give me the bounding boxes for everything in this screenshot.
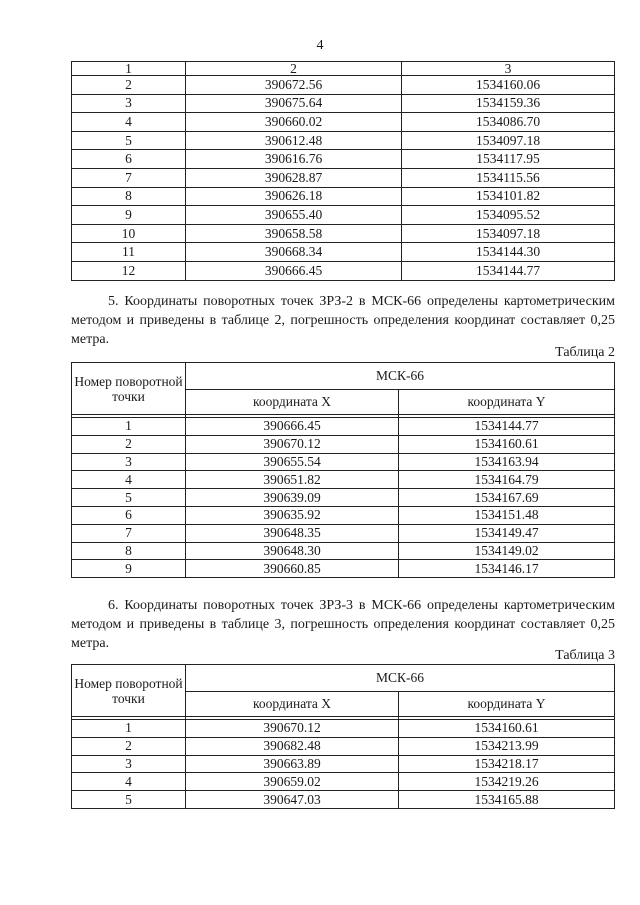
- table-header-row: [72, 62, 615, 76]
- y-coordinate-cell: 1534146.17: [399, 560, 615, 578]
- table-row: [72, 506, 615, 524]
- x-coordinate-cell: 390670.12: [186, 435, 399, 453]
- table-row: [72, 720, 615, 738]
- table-3-caption: Таблица 3: [555, 648, 615, 663]
- point-number-header: Номер поворотной точки: [72, 363, 186, 415]
- table-row: [72, 168, 615, 187]
- table-row: [72, 187, 615, 206]
- table-body: [72, 418, 615, 578]
- x-coordinate-cell: 390612.48: [186, 131, 402, 150]
- coordinate-system-header: МСК-66: [186, 665, 615, 692]
- point-number-cell: 2: [72, 435, 186, 453]
- y-coordinate-cell: 1534213.99: [399, 737, 615, 755]
- table-2-caption: Таблица 2: [555, 345, 615, 360]
- x-coordinate-cell: 390660.02: [186, 113, 402, 132]
- x-coordinate-cell: 390616.76: [186, 150, 402, 169]
- point-number-cell: 2: [72, 76, 186, 95]
- table-row: [72, 489, 615, 507]
- point-number-cell: 2: [72, 737, 186, 755]
- x-coordinate-cell: 390675.64: [186, 94, 402, 113]
- point-number-cell: 11: [72, 243, 186, 262]
- point-number-cell: 1: [72, 720, 186, 738]
- y-coordinate-cell: 1534086.70: [402, 113, 615, 132]
- x-coordinate-cell: 390670.12: [186, 720, 399, 738]
- x-coordinate-cell: 390668.34: [186, 243, 402, 262]
- table-row: [72, 542, 615, 560]
- x-coordinate-cell: 390655.54: [186, 453, 399, 471]
- x-coordinate-cell: 390660.85: [186, 560, 399, 578]
- point-number-cell: 7: [72, 524, 186, 542]
- header-cell: 3: [402, 62, 615, 76]
- y-coordinate-cell: 1534144.77: [402, 261, 615, 280]
- x-coordinate-cell: 390639.09: [186, 489, 399, 507]
- y-coordinate-cell: 1534149.47: [399, 524, 615, 542]
- y-coordinate-cell: 1534167.69: [399, 489, 615, 507]
- table-row: [72, 453, 615, 471]
- table-row: [72, 773, 615, 791]
- point-number-cell: 5: [72, 489, 186, 507]
- section-6-paragraph: 6. Координаты поворотных точек ЗРЗ-3 в МСК-66 определены картометрическим методом и приведены в таблице 3, погрешность определения координат составляет 0,25 метра.: [71, 598, 615, 651]
- x-coordinate-cell: 390628.87: [186, 168, 402, 187]
- table-header-row: [72, 665, 615, 692]
- point-number-cell: 6: [72, 506, 186, 524]
- table-row: [72, 206, 615, 225]
- table-row: [72, 524, 615, 542]
- y-coordinate-cell: 1534151.48: [399, 506, 615, 524]
- table-header-row: [72, 363, 615, 390]
- x-coordinate-cell: 390648.35: [186, 524, 399, 542]
- point-number-cell: 9: [72, 206, 186, 225]
- y-coordinate-cell: 1534117.95: [402, 150, 615, 169]
- y-coordinate-header: координата Y: [399, 692, 615, 717]
- x-coordinate-cell: 390672.56: [186, 76, 402, 95]
- point-number-cell: 3: [72, 453, 186, 471]
- y-coordinate-cell: 1534219.26: [399, 773, 615, 791]
- table-row: [72, 435, 615, 453]
- y-coordinate-header: координата Y: [399, 390, 615, 415]
- table-row: [72, 243, 615, 262]
- point-number-cell: 7: [72, 168, 186, 187]
- y-coordinate-cell: 1534095.52: [402, 206, 615, 225]
- x-coordinate-cell: 390666.45: [186, 418, 399, 436]
- y-coordinate-cell: 1534097.18: [402, 131, 615, 150]
- table-row: [72, 560, 615, 578]
- coordinates-table-1: [71, 61, 615, 281]
- point-number-cell: 4: [72, 773, 186, 791]
- table-body: [72, 76, 615, 281]
- page-number: 4: [316, 38, 324, 53]
- table-row: [72, 737, 615, 755]
- table-body: [72, 720, 615, 809]
- y-coordinate-cell: 1534163.94: [399, 453, 615, 471]
- y-coordinate-cell: 1534101.82: [402, 187, 615, 206]
- point-number-header: Номер поворотной точки: [72, 665, 186, 717]
- point-number-cell: 8: [72, 542, 186, 560]
- point-number-cell: 4: [72, 471, 186, 489]
- point-number-cell: 6: [72, 150, 186, 169]
- y-coordinate-cell: 1534149.02: [399, 542, 615, 560]
- table-row: [72, 150, 615, 169]
- x-coordinate-cell: 390658.58: [186, 224, 402, 243]
- table-row: [72, 471, 615, 489]
- point-number-cell: 10: [72, 224, 186, 243]
- y-coordinate-cell: 1534159.36: [402, 94, 615, 113]
- coordinate-system-header: МСК-66: [186, 363, 615, 390]
- x-coordinate-cell: 390682.48: [186, 737, 399, 755]
- table-row: [72, 261, 615, 280]
- section-5-paragraph: 5. Координаты поворотных точек ЗРЗ-2 в МСК-66 определены картометрическим методом и приведены в таблице 2, погрешность определения координат составляет 0,25 метра.: [71, 294, 615, 347]
- point-number-cell: 8: [72, 187, 186, 206]
- point-number-cell: 5: [72, 131, 186, 150]
- table-row: [72, 791, 615, 809]
- header-cell: 2: [186, 62, 402, 76]
- point-number-cell: 3: [72, 755, 186, 773]
- x-coordinate-header: координата X: [186, 692, 399, 717]
- y-coordinate-cell: 1534097.18: [402, 224, 615, 243]
- x-coordinate-cell: 390635.92: [186, 506, 399, 524]
- x-coordinate-cell: 390647.03: [186, 791, 399, 809]
- point-number-cell: 12: [72, 261, 186, 280]
- coordinates-table-2: [71, 362, 615, 578]
- x-coordinate-cell: 390626.18: [186, 187, 402, 206]
- y-coordinate-cell: 1534218.17: [399, 755, 615, 773]
- table-row: [72, 113, 615, 132]
- x-coordinate-cell: 390666.45: [186, 261, 402, 280]
- y-coordinate-cell: 1534160.61: [399, 435, 615, 453]
- y-coordinate-cell: 1534164.79: [399, 471, 615, 489]
- y-coordinate-cell: 1534144.77: [399, 418, 615, 436]
- table-row: [72, 94, 615, 113]
- y-coordinate-cell: 1534160.06: [402, 76, 615, 95]
- y-coordinate-cell: 1534160.61: [399, 720, 615, 738]
- table-row: [72, 755, 615, 773]
- coordinates-table-3: [71, 664, 615, 809]
- x-coordinate-cell: 390659.02: [186, 773, 399, 791]
- table-row: [72, 224, 615, 243]
- x-coordinate-cell: 390648.30: [186, 542, 399, 560]
- x-coordinate-cell: 390655.40: [186, 206, 402, 225]
- y-coordinate-cell: 1534144.30: [402, 243, 615, 262]
- y-coordinate-cell: 1534165.88: [399, 791, 615, 809]
- x-coordinate-cell: 390651.82: [186, 471, 399, 489]
- point-number-cell: 9: [72, 560, 186, 578]
- header-cell: 1: [72, 62, 186, 76]
- y-coordinate-cell: 1534115.56: [402, 168, 615, 187]
- table-row: [72, 131, 615, 150]
- point-number-cell: 1: [72, 418, 186, 436]
- point-number-cell: 3: [72, 94, 186, 113]
- point-number-cell: 4: [72, 113, 186, 132]
- table-row: [72, 76, 615, 95]
- table-row: [72, 418, 615, 436]
- point-number-cell: 5: [72, 791, 186, 809]
- x-coordinate-cell: 390663.89: [186, 755, 399, 773]
- x-coordinate-header: координата X: [186, 390, 399, 415]
